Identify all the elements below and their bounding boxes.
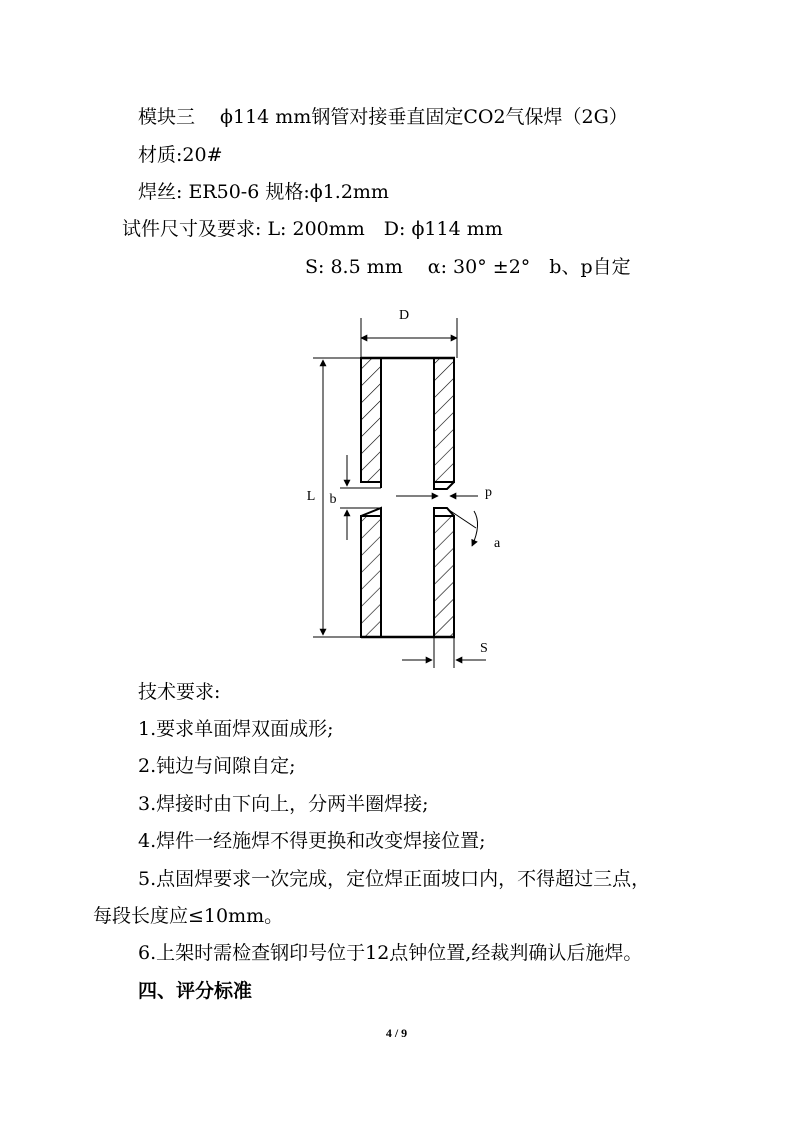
label-p: p <box>485 485 492 500</box>
requirement-item: 1.要求单面焊双面成形; <box>138 718 334 740</box>
requirement-item: 4.焊件一经施焊不得更换和改变焊接位置; <box>138 830 486 852</box>
requirement-item: 6.上架时需检查钢印号位于12点钟位置,经裁判确认后施焊。 <box>138 942 643 964</box>
requirement-item: 3.焊接时由下向上，分两半圈焊接; <box>138 793 429 815</box>
section-heading: 四、评分标准 <box>138 980 253 1002</box>
dimension-s <box>402 637 486 668</box>
dimension-d <box>361 318 457 358</box>
module-title: 模块三 ϕ114 mm钢管对接垂直固定CO2气保焊（2G） <box>138 106 628 128</box>
label-b: b <box>329 492 337 507</box>
requirement-item: 2.钝边与间隙自定; <box>138 755 296 777</box>
requirement-item-continued: 每段长度应≤10mm。 <box>93 905 284 927</box>
upper-pipe <box>361 358 455 489</box>
pipe-joint-diagram <box>0 290 793 690</box>
requirements-heading: 技术要求: <box>138 681 221 703</box>
label-alpha: a <box>494 536 501 551</box>
lower-pipe <box>361 508 455 637</box>
dimension-l <box>313 358 361 637</box>
label-l: L <box>306 489 316 504</box>
specimen-line: 试件尺寸及要求: L: 200mm D: ϕ114 mm <box>122 218 503 240</box>
label-d: D <box>398 308 410 323</box>
label-s: S <box>480 641 488 656</box>
requirement-item: 5.点固焊要求一次完成，定位焊正面坡口内，不得超过三点， <box>138 868 651 890</box>
wire-line: 焊丝: ER50-6 规格:ϕ1.2mm <box>138 181 389 203</box>
params-line: S: 8.5 mm α: 30° ±2° b、p自定 <box>305 256 631 278</box>
page-number: 4 / 9 <box>385 1026 408 1040</box>
material-line: 材质:20# <box>138 144 223 166</box>
